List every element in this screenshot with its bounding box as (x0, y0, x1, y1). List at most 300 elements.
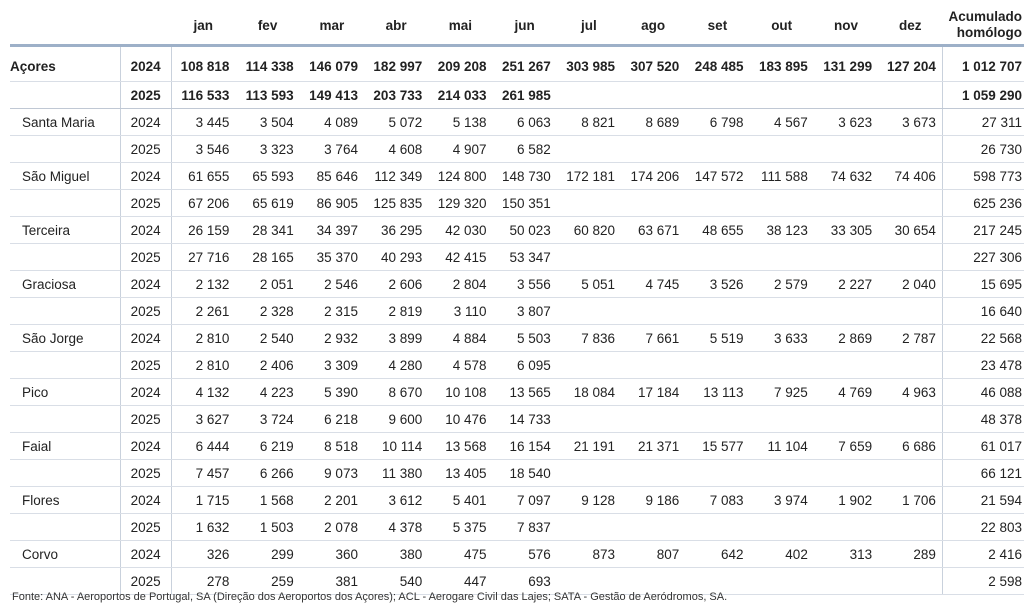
accumulated-cell: 217 245 (942, 217, 1024, 244)
value-cell: 576 (493, 541, 557, 568)
row-label (10, 82, 120, 109)
value-cell: 402 (750, 541, 814, 568)
value-cell: 21 371 (621, 433, 685, 460)
value-cell: 17 184 (621, 379, 685, 406)
year-cell: 2025 (120, 568, 171, 595)
value-cell: 307 520 (621, 46, 685, 82)
value-cell (814, 514, 878, 541)
value-cell (750, 82, 814, 109)
value-cell: 2 819 (364, 298, 428, 325)
value-cell: 10 476 (428, 406, 492, 433)
table-row (10, 163, 1024, 190)
value-cell: 3 504 (235, 109, 299, 136)
value-cell: 4 567 (750, 109, 814, 136)
value-cell: 1 632 (171, 514, 235, 541)
row-label: Santa Maria (10, 109, 120, 136)
table-row (10, 514, 1024, 541)
year-cell: 2025 (120, 190, 171, 217)
row-label (10, 460, 120, 487)
value-cell (557, 352, 621, 379)
value-cell (750, 514, 814, 541)
value-cell: 11 380 (364, 460, 428, 487)
value-cell: 147 572 (685, 163, 749, 190)
value-cell: 5 503 (493, 325, 557, 352)
row-label: São Jorge (10, 325, 120, 352)
value-cell: 28 341 (235, 217, 299, 244)
value-cell: 4 745 (621, 271, 685, 298)
value-cell: 2 932 (300, 325, 364, 352)
value-cell (750, 406, 814, 433)
table-row (10, 325, 1024, 352)
value-cell: 48 655 (685, 217, 749, 244)
value-cell: 182 997 (364, 46, 428, 82)
value-cell: 261 985 (493, 82, 557, 109)
value-cell (621, 244, 685, 271)
value-cell: 2 804 (428, 271, 492, 298)
value-cell (685, 352, 749, 379)
value-cell: 7 836 (557, 325, 621, 352)
value-cell: 3 556 (493, 271, 557, 298)
value-cell: 6 686 (878, 433, 942, 460)
accumulated-cell: 61 017 (942, 433, 1024, 460)
accumulated-cell: 15 695 (942, 271, 1024, 298)
value-cell (557, 244, 621, 271)
value-cell (878, 514, 942, 541)
value-cell: 3 724 (235, 406, 299, 433)
value-cell (557, 298, 621, 325)
header-month: jul (557, 6, 621, 46)
row-label: Flores (10, 487, 120, 514)
value-cell (621, 352, 685, 379)
value-cell: 2 328 (235, 298, 299, 325)
value-cell: 807 (621, 541, 685, 568)
value-cell: 2 051 (235, 271, 299, 298)
value-cell: 380 (364, 541, 428, 568)
table-row (10, 136, 1024, 163)
value-cell: 5 401 (428, 487, 492, 514)
year-cell: 2025 (120, 82, 171, 109)
value-cell: 360 (300, 541, 364, 568)
year-cell: 2024 (120, 271, 171, 298)
year-cell: 2025 (120, 514, 171, 541)
value-cell: 40 293 (364, 244, 428, 271)
value-cell: 8 670 (364, 379, 428, 406)
table-row (10, 298, 1024, 325)
value-cell: 5 375 (428, 514, 492, 541)
year-cell: 2025 (120, 406, 171, 433)
value-cell: 299 (235, 541, 299, 568)
value-cell (878, 82, 942, 109)
row-label: São Miguel (10, 163, 120, 190)
value-cell: 67 206 (171, 190, 235, 217)
value-cell: 2 227 (814, 271, 878, 298)
value-cell (814, 82, 878, 109)
header-month: mar (300, 6, 364, 46)
value-cell: 9 073 (300, 460, 364, 487)
value-cell: 74 406 (878, 163, 942, 190)
header-month: ago (621, 6, 685, 46)
value-cell: 5 051 (557, 271, 621, 298)
value-cell: 14 733 (493, 406, 557, 433)
table-row (10, 352, 1024, 379)
value-cell (621, 190, 685, 217)
value-cell: 13 405 (428, 460, 492, 487)
year-cell: 2024 (120, 487, 171, 514)
value-cell (814, 352, 878, 379)
accumulated-cell: 21 594 (942, 487, 1024, 514)
value-cell: 381 (300, 568, 364, 595)
value-cell: 113 593 (235, 82, 299, 109)
value-cell: 289 (878, 541, 942, 568)
passengers-table (10, 6, 1024, 595)
value-cell: 172 181 (557, 163, 621, 190)
value-cell: 3 627 (171, 406, 235, 433)
table-row (10, 379, 1024, 406)
table-row (10, 82, 1024, 109)
value-cell: 146 079 (300, 46, 364, 82)
value-cell: 9 186 (621, 487, 685, 514)
value-cell: 13 113 (685, 379, 749, 406)
value-cell: 4 223 (235, 379, 299, 406)
value-cell: 85 646 (300, 163, 364, 190)
value-cell: 7 457 (171, 460, 235, 487)
value-cell (814, 298, 878, 325)
row-label: Pico (10, 379, 120, 406)
value-cell (878, 568, 942, 595)
year-cell: 2025 (120, 298, 171, 325)
value-cell: 4 578 (428, 352, 492, 379)
year-cell: 2025 (120, 244, 171, 271)
accumulated-cell: 23 478 (942, 352, 1024, 379)
table-row (10, 460, 1024, 487)
header-row (10, 6, 1024, 46)
value-cell: 150 351 (493, 190, 557, 217)
value-cell: 5 138 (428, 109, 492, 136)
header-accumulated-line2: homólogo (956, 25, 1022, 40)
value-cell (750, 190, 814, 217)
value-cell: 4 132 (171, 379, 235, 406)
value-cell: 116 533 (171, 82, 235, 109)
value-cell: 60 820 (557, 217, 621, 244)
value-cell (621, 514, 685, 541)
value-cell: 3 899 (364, 325, 428, 352)
year-cell: 2024 (120, 163, 171, 190)
value-cell: 125 835 (364, 190, 428, 217)
value-cell: 693 (493, 568, 557, 595)
value-cell: 2 406 (235, 352, 299, 379)
header-month: out (750, 6, 814, 46)
row-label (10, 514, 120, 541)
value-cell: 127 204 (878, 46, 942, 82)
value-cell (750, 136, 814, 163)
value-cell: 1 715 (171, 487, 235, 514)
value-cell: 63 671 (621, 217, 685, 244)
accumulated-cell: 2 598 (942, 568, 1024, 595)
value-cell: 5 390 (300, 379, 364, 406)
value-cell: 6 444 (171, 433, 235, 460)
value-cell: 42 415 (428, 244, 492, 271)
value-cell: 3 612 (364, 487, 428, 514)
source-note: Fonte: ANA - Aeroportos de Portugal, SA (Direção dos Aeroportos dos Açores); ACL - Aerogare Civil das Lajes; SATA - Gestão de Aeródromos, SA. (12, 591, 728, 603)
value-cell: 4 769 (814, 379, 878, 406)
statistics-table-container (10, 6, 1024, 595)
value-cell: 1 706 (878, 487, 942, 514)
value-cell (685, 136, 749, 163)
value-cell: 74 632 (814, 163, 878, 190)
accumulated-cell: 598 773 (942, 163, 1024, 190)
value-cell: 3 546 (171, 136, 235, 163)
value-cell: 2 078 (300, 514, 364, 541)
value-cell: 27 716 (171, 244, 235, 271)
value-cell: 3 323 (235, 136, 299, 163)
value-cell (557, 82, 621, 109)
row-label (10, 244, 120, 271)
value-cell: 8 518 (300, 433, 364, 460)
value-cell: 3 807 (493, 298, 557, 325)
value-cell: 13 568 (428, 433, 492, 460)
value-cell: 251 267 (493, 46, 557, 82)
year-cell: 2025 (120, 352, 171, 379)
row-label (10, 190, 120, 217)
value-cell (685, 514, 749, 541)
value-cell: 183 895 (750, 46, 814, 82)
value-cell: 65 593 (235, 163, 299, 190)
value-cell: 35 370 (300, 244, 364, 271)
value-cell (557, 190, 621, 217)
value-cell (557, 406, 621, 433)
value-cell (878, 136, 942, 163)
header-month: jun (493, 6, 557, 46)
header-month: fev (235, 6, 299, 46)
value-cell: 6 219 (235, 433, 299, 460)
value-cell (750, 244, 814, 271)
row-label: Corvo (10, 541, 120, 568)
value-cell (814, 460, 878, 487)
table-row (10, 433, 1024, 460)
accumulated-cell: 1 059 290 (942, 82, 1024, 109)
accumulated-cell: 27 311 (942, 109, 1024, 136)
value-cell (685, 406, 749, 433)
value-cell: 28 165 (235, 244, 299, 271)
row-label: Faial (10, 433, 120, 460)
value-cell: 26 159 (171, 217, 235, 244)
value-cell (878, 244, 942, 271)
value-cell (685, 298, 749, 325)
value-cell: 9 600 (364, 406, 428, 433)
value-cell (814, 568, 878, 595)
year-cell: 2024 (120, 325, 171, 352)
value-cell: 540 (364, 568, 428, 595)
value-cell: 2 787 (878, 325, 942, 352)
header-empty-name (10, 6, 120, 46)
value-cell (878, 298, 942, 325)
value-cell: 2 810 (171, 352, 235, 379)
accumulated-cell: 625 236 (942, 190, 1024, 217)
accumulated-cell: 1 012 707 (942, 46, 1024, 82)
row-label: Graciosa (10, 271, 120, 298)
value-cell: 3 673 (878, 109, 942, 136)
value-cell: 7 661 (621, 325, 685, 352)
value-cell (685, 460, 749, 487)
value-cell: 447 (428, 568, 492, 595)
value-cell: 42 030 (428, 217, 492, 244)
value-cell (750, 568, 814, 595)
value-cell: 873 (557, 541, 621, 568)
value-cell: 303 985 (557, 46, 621, 82)
value-cell: 278 (171, 568, 235, 595)
value-cell: 4 884 (428, 325, 492, 352)
header-month: mai (428, 6, 492, 46)
value-cell: 1 568 (235, 487, 299, 514)
value-cell: 131 299 (814, 46, 878, 82)
value-cell: 3 526 (685, 271, 749, 298)
value-cell: 2 810 (171, 325, 235, 352)
value-cell: 174 206 (621, 163, 685, 190)
value-cell: 7 837 (493, 514, 557, 541)
value-cell (621, 406, 685, 433)
value-cell: 6 266 (235, 460, 299, 487)
value-cell: 2 040 (878, 271, 942, 298)
table-body (10, 46, 1024, 595)
value-cell: 8 821 (557, 109, 621, 136)
value-cell: 108 818 (171, 46, 235, 82)
accumulated-cell: 22 803 (942, 514, 1024, 541)
value-cell: 7 097 (493, 487, 557, 514)
value-cell: 30 654 (878, 217, 942, 244)
value-cell: 3 633 (750, 325, 814, 352)
value-cell: 2 540 (235, 325, 299, 352)
value-cell (814, 136, 878, 163)
value-cell: 2 579 (750, 271, 814, 298)
value-cell (814, 244, 878, 271)
value-cell: 15 577 (685, 433, 749, 460)
value-cell: 6 582 (493, 136, 557, 163)
value-cell (750, 460, 814, 487)
accumulated-cell: 26 730 (942, 136, 1024, 163)
header-month: nov (814, 6, 878, 46)
year-cell: 2025 (120, 460, 171, 487)
value-cell: 1 902 (814, 487, 878, 514)
value-cell (878, 460, 942, 487)
value-cell: 3 110 (428, 298, 492, 325)
value-cell: 4 963 (878, 379, 942, 406)
value-cell: 4 378 (364, 514, 428, 541)
value-cell: 214 033 (428, 82, 492, 109)
value-cell: 326 (171, 541, 235, 568)
value-cell: 3 445 (171, 109, 235, 136)
header-month: jan (171, 6, 235, 46)
value-cell: 642 (685, 541, 749, 568)
row-label (10, 406, 120, 433)
table-row (10, 190, 1024, 217)
value-cell (750, 298, 814, 325)
table-row (10, 46, 1024, 82)
value-cell (878, 190, 942, 217)
accumulated-cell: 48 378 (942, 406, 1024, 433)
value-cell: 1 503 (235, 514, 299, 541)
value-cell: 16 154 (493, 433, 557, 460)
value-cell: 38 123 (750, 217, 814, 244)
value-cell: 4 089 (300, 109, 364, 136)
value-cell: 4 907 (428, 136, 492, 163)
accumulated-cell: 16 640 (942, 298, 1024, 325)
header-month: abr (364, 6, 428, 46)
year-cell: 2025 (120, 136, 171, 163)
value-cell: 248 485 (685, 46, 749, 82)
value-cell: 475 (428, 541, 492, 568)
value-cell: 124 800 (428, 163, 492, 190)
value-cell (621, 136, 685, 163)
table-row (10, 217, 1024, 244)
value-cell (685, 82, 749, 109)
table-row (10, 406, 1024, 433)
value-cell (750, 352, 814, 379)
table-row (10, 541, 1024, 568)
value-cell: 6 798 (685, 109, 749, 136)
value-cell: 3 974 (750, 487, 814, 514)
value-cell (557, 136, 621, 163)
value-cell: 2 606 (364, 271, 428, 298)
header-accumulated (942, 6, 1024, 46)
value-cell: 2 261 (171, 298, 235, 325)
value-cell: 50 023 (493, 217, 557, 244)
row-label: Açores (10, 46, 120, 82)
value-cell (878, 352, 942, 379)
value-cell: 111 588 (750, 163, 814, 190)
value-cell: 259 (235, 568, 299, 595)
value-cell: 7 659 (814, 433, 878, 460)
value-cell: 8 689 (621, 109, 685, 136)
value-cell: 129 320 (428, 190, 492, 217)
value-cell: 203 733 (364, 82, 428, 109)
header-empty-year (120, 6, 171, 46)
value-cell: 10 114 (364, 433, 428, 460)
value-cell: 21 191 (557, 433, 621, 460)
value-cell: 3 764 (300, 136, 364, 163)
table-row (10, 487, 1024, 514)
value-cell (685, 244, 749, 271)
value-cell (621, 82, 685, 109)
header-month: set (685, 6, 749, 46)
table-row (10, 244, 1024, 271)
value-cell (557, 514, 621, 541)
value-cell: 53 347 (493, 244, 557, 271)
value-cell: 6 095 (493, 352, 557, 379)
value-cell: 7 925 (750, 379, 814, 406)
value-cell: 11 104 (750, 433, 814, 460)
row-label: Terceira (10, 217, 120, 244)
value-cell: 149 413 (300, 82, 364, 109)
value-cell: 3 309 (300, 352, 364, 379)
accumulated-cell: 46 088 (942, 379, 1024, 406)
year-cell: 2024 (120, 46, 171, 82)
value-cell: 6 063 (493, 109, 557, 136)
year-cell: 2024 (120, 541, 171, 568)
value-cell (685, 190, 749, 217)
value-cell: 2 546 (300, 271, 364, 298)
value-cell: 6 218 (300, 406, 364, 433)
value-cell: 34 397 (300, 217, 364, 244)
value-cell: 5 519 (685, 325, 749, 352)
value-cell: 86 905 (300, 190, 364, 217)
value-cell: 2 315 (300, 298, 364, 325)
value-cell: 18 540 (493, 460, 557, 487)
value-cell: 7 083 (685, 487, 749, 514)
value-cell: 2 201 (300, 487, 364, 514)
value-cell (814, 190, 878, 217)
value-cell: 10 108 (428, 379, 492, 406)
value-cell: 112 349 (364, 163, 428, 190)
